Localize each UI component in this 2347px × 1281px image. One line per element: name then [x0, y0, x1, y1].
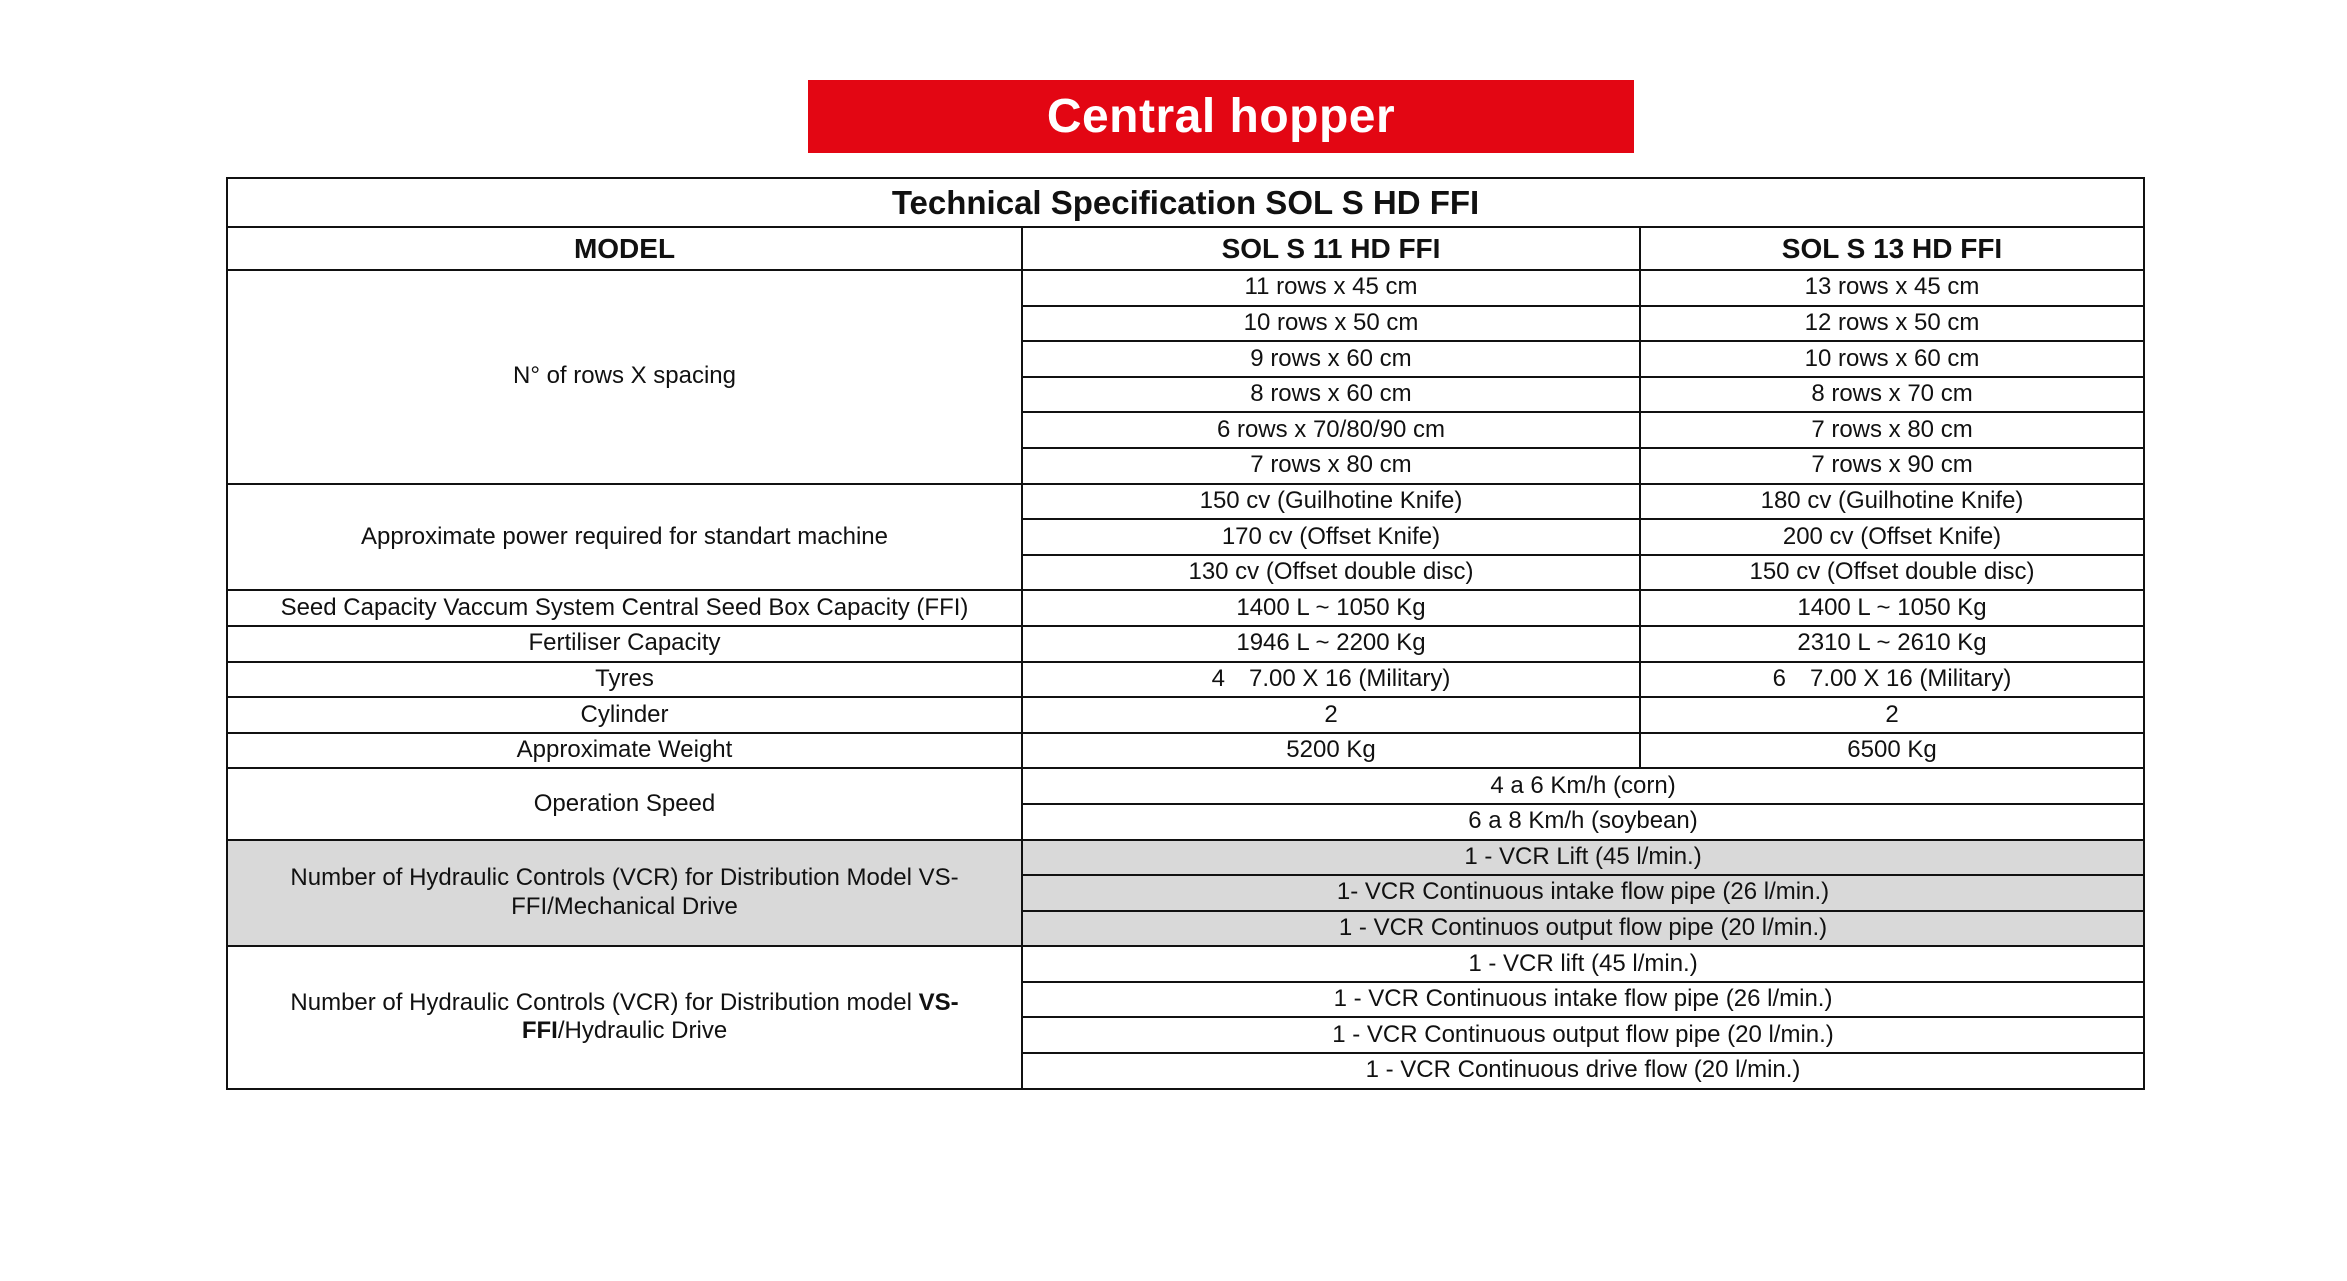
rows-spacing-a-cell: 6 rows x 70/80/90 cm [1022, 412, 1640, 448]
table-row [227, 946, 2144, 982]
table-row [227, 484, 2144, 520]
hydraulic-mechanical-value: 1 - VCR Continuos output flow pipe (20 l/min.) [1022, 911, 2144, 947]
rows-spacing-a-cell: 10 rows x 50 cm [1022, 306, 1640, 342]
tyres-b-size: 7.00 X 16 (Military) [1809, 664, 2012, 692]
speed-value: 4 a 6 Km/h (corn) [1022, 768, 2144, 804]
banner-title: Central hopper [1046, 90, 1396, 143]
rows-spacing-b-cell: 10 rows x 60 cm [1640, 341, 2144, 377]
rows-spacing-b-cell: 8 rows x 70 cm [1640, 377, 2144, 413]
table-row [227, 840, 2144, 876]
tyres-b [1640, 662, 2144, 698]
cylinder-label: Cylinder [227, 697, 1022, 733]
table-row [227, 590, 2144, 626]
table-row [227, 768, 2144, 804]
model-header-b: SOL S 13 HD FFI [1640, 227, 2144, 270]
model-header-a: SOL S 11 HD FFI [1022, 227, 1640, 270]
weight-label: Approximate Weight [227, 733, 1022, 769]
seed-capacity-a: 1400 L ~ 1050 Kg [1022, 590, 1640, 626]
rows-spacing-b-cell: 7 rows x 80 cm [1640, 412, 2144, 448]
table-title: Technical Specification SOL S HD FFI [227, 178, 2144, 227]
hydraulic-drive-label-bold: VS-FFI [521, 988, 959, 1045]
hydraulic-drive-value: 1 - VCR Continuous output flow pipe (20 l/min.) [1022, 1017, 2144, 1053]
tyres-label: Tyres [227, 662, 1022, 698]
rows-spacing-label: N° of rows X spacing [227, 270, 1022, 484]
weight-a: 5200 Kg [1022, 733, 1640, 769]
table-row [227, 270, 2144, 306]
table-row [227, 697, 2144, 733]
power-a-cell: 130 cv (Offset double disc) [1022, 555, 1640, 591]
hydraulic-drive-value: 1 - VCR Continuous intake flow pipe (26 l/min.) [1022, 982, 2144, 1018]
table-row [227, 662, 2144, 698]
fertiliser-b: 2310 L ~ 2610 Kg [1640, 626, 2144, 662]
rows-spacing-a-cell: 11 rows x 45 cm [1022, 270, 1640, 306]
hydraulic-mechanical-value: 1 - VCR Lift (45 l/min.) [1022, 840, 2144, 876]
rows-spacing-a-cell: 7 rows x 80 cm [1022, 448, 1640, 484]
tyres-b-qty: 6 [1772, 664, 1786, 692]
power-b-cell: 150 cv (Offset double disc) [1640, 555, 2144, 591]
rows-spacing-a-cell: 8 rows x 60 cm [1022, 377, 1640, 413]
rows-spacing-a-cell: 9 rows x 60 cm [1022, 341, 1640, 377]
rows-spacing-b-cell: 7 rows x 90 cm [1640, 448, 2144, 484]
seed-capacity-label: Seed Capacity Vaccum System Central Seed Box Capacity (FFI) [227, 590, 1022, 626]
fertiliser-a: 1946 L ~ 2200 Kg [1022, 626, 1640, 662]
power-label: Approximate power required for standart machine [227, 484, 1022, 591]
power-b-cell: 180 cv (Guilhotine Knife) [1640, 484, 2144, 520]
cylinder-b: 2 [1640, 697, 2144, 733]
tyres-a-qty: 4 [1211, 664, 1225, 692]
hydraulic-mechanical-label: Number of Hydraulic Controls (VCR) for Distribution Model VS-FFI/Mechanical Drive [227, 840, 1022, 947]
rows-spacing-b-cell: 13 rows x 45 cm [1640, 270, 2144, 306]
weight-b: 6500 Kg [1640, 733, 2144, 769]
speed-value: 6 a 8 Km/h (soybean) [1022, 804, 2144, 840]
hydraulic-drive-value: 1 - VCR Continuous drive flow (20 l/min.) [1022, 1053, 2144, 1089]
spec-table [226, 177, 2145, 1090]
rows-spacing-b-cell: 12 rows x 50 cm [1640, 306, 2144, 342]
speed-label: Operation Speed [227, 768, 1022, 839]
table-row [227, 626, 2144, 662]
model-header-label: MODEL [227, 227, 1022, 270]
power-a-cell: 150 cv (Guilhotine Knife) [1022, 484, 1640, 520]
hydraulic-drive-label [227, 946, 1022, 1088]
section-banner [808, 80, 1634, 153]
cylinder-a: 2 [1022, 697, 1640, 733]
power-a-cell: 170 cv (Offset Knife) [1022, 519, 1640, 555]
tyres-a [1022, 662, 1640, 698]
seed-capacity-b: 1400 L ~ 1050 Kg [1640, 590, 2144, 626]
table-row [227, 733, 2144, 769]
fertiliser-label: Fertiliser Capacity [227, 626, 1022, 662]
power-b-cell: 200 cv (Offset Knife) [1640, 519, 2144, 555]
hydraulic-mechanical-value: 1- VCR Continuous intake flow pipe (26 l/min.) [1022, 875, 2144, 911]
hydraulic-drive-label-pre: Number of Hydraulic Controls (VCR) for Distribution model [290, 988, 919, 1016]
tyres-a-size: 7.00 X 16 (Military) [1248, 664, 1451, 692]
hydraulic-drive-label-post: /Hydraulic Drive [557, 1017, 728, 1045]
hydraulic-drive-value: 1 - VCR lift (45 l/min.) [1022, 946, 2144, 982]
